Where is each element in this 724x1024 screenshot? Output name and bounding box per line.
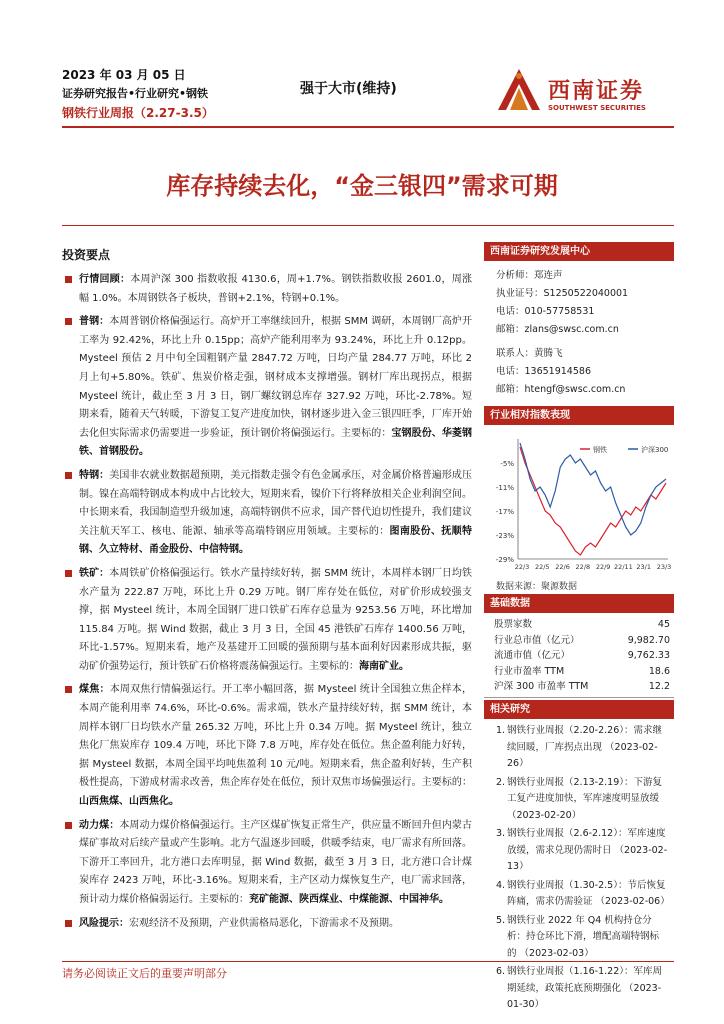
paragraph-lead: 普钢： bbox=[79, 316, 110, 328]
x-tick-label: 22/5 bbox=[534, 563, 550, 571]
rating: 强于大市(维持) bbox=[300, 81, 397, 97]
related-item-text: 钢铁行业周报（2.13-2.19）：下游复工复产进度加快，军库速度明显放缓 （2023-02-20） bbox=[507, 776, 662, 821]
footer-divider bbox=[62, 961, 674, 962]
related-item-number: 6. bbox=[496, 966, 506, 977]
paragraph-text: 本周动力煤价格偏强运行。主产区煤矿恢复正常生产，供应量不断回升但内蒙古煤矿事故对后续产量或产生影响。北方气温逐步回暖，供暖季结束，电厂需求有所回落。下游开工率回升，北方港口去库明显，据 Wind 数据，截至 3 月 3 日，北方港口合计煤炭库存 2423 万吨，环比-3.16%。短期来看，主产区动力煤恢复生产，电厂需求回落，预计动力煤价格偏弱运行。主要标的： bbox=[79, 819, 473, 905]
highlight-paragraph bbox=[62, 467, 472, 560]
legend-label: 沪深300 bbox=[641, 446, 669, 454]
highlight-paragraph bbox=[62, 565, 472, 677]
basic-data-label: 沪深 300 市盈率 TTM bbox=[494, 681, 589, 692]
related-item-text: 钢铁行业 2022 年 Q4 机构持仓分析：持仓环比下滑，增配高端特钢标的 （2023-02-03） bbox=[507, 914, 660, 959]
basics-title: 基础数据 bbox=[484, 594, 674, 613]
x-tick-label: 23/1 bbox=[636, 563, 652, 571]
basics-divider bbox=[484, 697, 674, 698]
basic-data-value: 18.6 bbox=[648, 665, 670, 677]
analyst-license: 执业证号：S1250522040001 bbox=[496, 288, 629, 299]
highlight-paragraph bbox=[62, 271, 472, 308]
analyst-email[interactable]: 邮箱：zlans@swsc.com.cn bbox=[496, 324, 619, 335]
legend-label: 钢铁 bbox=[593, 446, 607, 454]
basic-data-label: 行业总市值（亿元） bbox=[494, 634, 580, 646]
basic-data-table bbox=[484, 617, 674, 695]
bullet-icon bbox=[65, 570, 72, 577]
company-logo bbox=[494, 66, 674, 122]
contact-email[interactable]: 邮箱：htengf@swsc.com.cn bbox=[496, 384, 626, 395]
basic-data bbox=[484, 594, 674, 698]
paragraph-text: 本周铁矿价格偏强运行。铁水产量持续好转，据 SMM 统计，本周样本钢厂日均铁水产量为 222.87 万吨，环比上升 0.29 万吨。钢厂库存处在低位，对矿价形成较强支撑，据 Mysteel 统计，本周全国钢厂进口铁矿石库存总量为 9253.56 万吨，环比增加 115.84 万吨。据 Wind 数据，截止 3 月 3 日，全国 45 港铁矿石库存 1400.56 万吨，环比-1.57%。短期来看，地产及基建开工回暖的强预期与基本面利好因素形成共振，驱动矿价强势运行，预计铁矿石价格将震荡偏强运行。主要标的： bbox=[79, 567, 472, 672]
highlight-paragraph bbox=[62, 915, 472, 934]
analyst-phone: 电话：010-57758531 bbox=[496, 306, 595, 317]
relative-index-chart bbox=[484, 429, 674, 577]
related-item-text: 钢铁行业周报（1.16-1.22）：军库周期延续，政策托底预期强化 （2023-01-30） bbox=[507, 966, 662, 1010]
related-item-number: 2. bbox=[496, 776, 506, 788]
related-research bbox=[484, 700, 674, 1016]
section-heading: 投资要点 bbox=[62, 248, 111, 262]
x-tick-label: 23/3 bbox=[656, 563, 672, 571]
related-item[interactable] bbox=[496, 775, 668, 825]
y-tick-label: -17% bbox=[495, 508, 514, 516]
related-item[interactable] bbox=[496, 964, 668, 1014]
basic-data-value: 45 bbox=[657, 619, 670, 630]
bullet-icon bbox=[65, 686, 72, 693]
paragraph-text: 宏观经济不及预期，产业供需格局恶化，下游需求不及预期。 bbox=[129, 917, 399, 929]
report-title: 库存持续去化，“金三银四”需求可期 bbox=[166, 172, 558, 200]
related-item[interactable] bbox=[496, 878, 668, 911]
related-item-number: 5. bbox=[496, 914, 506, 926]
paragraph-targets: 海南矿业。 bbox=[359, 660, 409, 672]
series-line-csi300 bbox=[520, 443, 669, 535]
logo-chinese-name: 西南证券 bbox=[548, 79, 645, 104]
basic-data-label: 行业市盈率 TTM bbox=[494, 665, 565, 677]
paragraph-text: 本周沪深 300 指数收报 4130.6，周+1.7%。钢铁指数收报 2601.0，周涨幅 1.0%。本周钢铁各子板块，普钢+2.1%，特钢+0.1%。 bbox=[79, 274, 472, 304]
basic-data-row bbox=[484, 679, 674, 695]
paragraph-lead: 行情回顾： bbox=[79, 274, 131, 285]
paragraph-lead: 动力煤： bbox=[79, 819, 120, 831]
bullet-icon bbox=[65, 822, 72, 829]
related-item-number: 1. bbox=[496, 725, 506, 736]
basic-data-value: 9,982.70 bbox=[627, 634, 670, 646]
relative-index-chart-box bbox=[484, 406, 674, 592]
related-item-text: 钢铁行业周报（2.20-2.26）：需求继续回暖，厂库拐点出现 （2023-02-26） bbox=[507, 725, 662, 769]
paragraph-lead: 煤焦： bbox=[79, 684, 110, 696]
report-type: 证券研究报告•行业研究•钢铁 bbox=[62, 87, 209, 100]
investment-highlights bbox=[62, 246, 472, 938]
footer-disclaimer: 请务必阅读正文后的重要声明部分 bbox=[62, 967, 227, 980]
related-item-text: 钢铁行业周报（1.30-2.5）：节后恢复阵痛，需求仍需验证 （2023-02-06） bbox=[507, 879, 670, 907]
paragraph-lead: 特钢： bbox=[79, 469, 110, 481]
related-item-number: 3. bbox=[496, 828, 506, 839]
bullet-icon bbox=[65, 920, 72, 927]
bullet-icon bbox=[65, 472, 72, 479]
y-tick-label: -23% bbox=[495, 532, 514, 540]
paragraph-targets: 兖矿能源、陕西煤业、中煤能源、中国神华。 bbox=[249, 894, 449, 905]
basic-data-row bbox=[484, 633, 674, 649]
basic-data-value: 9,762.33 bbox=[627, 650, 670, 661]
related-item[interactable] bbox=[496, 913, 668, 963]
y-tick-label: -29% bbox=[495, 556, 514, 564]
x-tick-label: 22/8 bbox=[575, 563, 591, 571]
related-item[interactable] bbox=[496, 826, 668, 876]
y-tick-label: -5% bbox=[500, 460, 514, 468]
related-item-text: 钢铁行业周报（2.6-2.12）：军库速度放缓，需求兑现仍需时日 （2023-02-13） bbox=[507, 828, 668, 872]
basic-data-value: 12.2 bbox=[648, 681, 670, 692]
bullet-icon bbox=[65, 318, 72, 325]
paragraph-targets: 图南股份、抚顺特钢、久立特材、甬金股份、中信特钢。 bbox=[79, 525, 473, 556]
analyst-name: 分析师：郑连声 bbox=[496, 270, 563, 281]
chart-source: 数据来源：聚源数据 bbox=[496, 582, 578, 592]
report-date: 2023 年 03 月 05 日 bbox=[62, 68, 186, 82]
paragraph-targets: 山西焦煤、山西焦化。 bbox=[79, 796, 179, 808]
contact-name: 联系人：黄腾飞 bbox=[496, 348, 563, 359]
bullet-icon bbox=[65, 276, 72, 283]
highlight-paragraph bbox=[62, 817, 472, 910]
paragraph-text: 本周普钢价格偏强运行。高炉开工率继续回升，根据 SMM 调研，本周钢厂高炉开工率为 92.42%，环比上升 0.15pp；高炉产能利用率为 93.24%，环比上升 0.12pp。Mysteel 预估 2 月中旬全国粗钢产量 2847.72 万吨，日均产量 284.77 万吨，环比 2 月上旬+5.80%。铁矿、焦炭价格走强，钢材成本支撑增强。钢材厂库出现拐点，根据 Mysteel 统计，截止至 3 月 3 日，钢厂螺纹钢总库存 327.92 万吨，环比-2.78%。短期来看，随着天气转暖，下游复工复产进度加快，钢材逐步进入金三银四旺季，厂库开始去化但实际需求仍需要进一步验证，预计钢价将偏强运行。主要标的： bbox=[79, 316, 472, 439]
x-tick-label: 22/3 bbox=[514, 563, 530, 571]
related-list bbox=[484, 719, 674, 1014]
basic-data-row bbox=[484, 617, 674, 633]
highlight-paragraph bbox=[62, 681, 472, 811]
header-divider bbox=[62, 126, 674, 128]
paragraph-list bbox=[62, 271, 472, 933]
chart-title: 行业相对指数表现 bbox=[484, 406, 674, 425]
report-weekly-title: 钢铁行业周报（2.27-3.5） bbox=[62, 106, 214, 120]
paragraph-lead: 风险提示： bbox=[79, 917, 129, 929]
x-tick-label: 22/11 bbox=[614, 563, 633, 571]
logo-english-name: SOUTHWEST SECURITIES bbox=[548, 104, 646, 112]
highlight-paragraph bbox=[62, 313, 472, 462]
x-tick-label: 22/9 bbox=[595, 563, 611, 571]
y-tick-label: -11% bbox=[495, 484, 514, 492]
paragraph-lead: 铁矿： bbox=[79, 567, 110, 579]
paragraph-targets: 宝钢股份、华菱钢铁、首钢股份。 bbox=[79, 427, 473, 458]
related-item-number: 4. bbox=[496, 879, 506, 891]
paragraph-text: 美国非农就业数据超预期，美元指数走强令有色金属承压，对金属价格普遍形成压制。镍在高端特钢成本构成中占比较大，短期来看，镍价下行将释放相关企业利润空间。中长期来看，我国制造型升级加速，高端特钢供不应求，国产替代迫切性提升，我们建议关注航天军工、核电、能源、轴承等高端特钢应用领域。主要标的： bbox=[79, 469, 473, 537]
research-contacts bbox=[484, 242, 674, 399]
x-tick-label: 22/6 bbox=[555, 563, 570, 571]
title-divider bbox=[62, 225, 674, 226]
logo-mark-icon bbox=[494, 66, 544, 116]
related-item[interactable] bbox=[496, 723, 668, 773]
paragraph-text: 本周双焦行情偏强运行。开工率小幅回落，据 Mysteel 统计全国独立焦企样本，本周产能利用率 74.6%，环比-0.6%。需求端，铁水产量持续好转，据 SMM 统计，本周样本钢厂日均铁水产量 265.32 万吨，环比上升 0.34 万吨。据 Mysteel 统计，独立焦化厂焦炭库存 109.4 万吨，环比下降 7.8 万吨，库存处在低位。焦企盈利能力好转，据 Mysteel 数据，本周全国平均吨焦盈利 10 元/吨。短期来看，焦企盈利好转，生产积极性提高，下游成材需求改善，焦企库存处在低位，预计双焦市场偏强运行。主要标的： bbox=[79, 684, 473, 789]
basic-data-label: 流通市值（亿元） bbox=[494, 650, 571, 661]
related-title: 相关研究 bbox=[484, 700, 674, 719]
basic-data-label: 股票家数 bbox=[494, 619, 533, 630]
dept-title: 西南证券研究发展中心 bbox=[484, 242, 674, 261]
series-line-steel bbox=[520, 446, 669, 555]
basic-data-row bbox=[484, 664, 674, 680]
basic-data-row bbox=[484, 648, 674, 664]
contact-phone: 电话：13651914586 bbox=[496, 366, 591, 377]
